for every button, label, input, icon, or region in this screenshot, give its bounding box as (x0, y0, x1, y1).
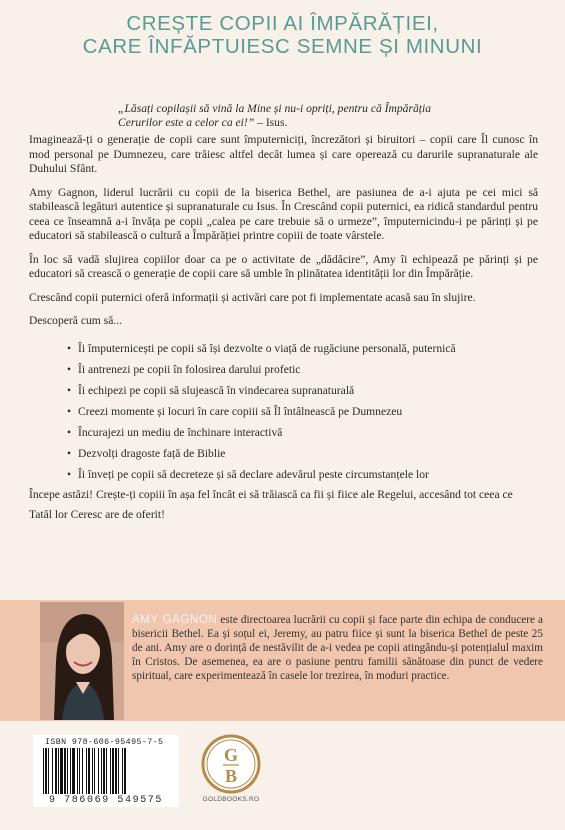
list-item: • Îi antrenezi pe copii în folosirea darului profetic (29, 359, 538, 380)
publisher-website: GOLDBOOKS.RO (202, 796, 260, 803)
isbn-label: ISBN 978-606-95495-7-5 (45, 738, 164, 747)
paragraph-3: În loc să vadă slujirea copiilor doar ca pe o activitate de „dădăcire”, Amy îi echipează pe părinți și pe educatori să crească o generație de copii care să umble în plinătatea identității lor din Împărăție. (29, 252, 538, 280)
publisher-logo-icon (201, 734, 261, 794)
svg-text:B: B (224, 766, 238, 786)
author-bio-text: este directoarea lucrării cu copii și face parte din echipa de conducere a bisericii Bethel. Ea și soțul ei, Jeremy, au patru fiice și sunt la biserica Bethel de peste 25 de ani. Amy are o dorință de nestăvilit de a-i vedea pe copii atingându-și potențialul maxim în Cristos. De asemenea, ea are o pasiune pentru familii sănătoase din punct de vedere spiritual, care experimentează în casele lor trezirea, în moduri practice. (132, 614, 543, 682)
list-item: • Încurajezi un mediu de închinare interactivă (29, 422, 538, 443)
quote-text: „Lăsați copilașii să vină la Mine și nu-i opriți, pentru că Împărăția Cerurilor este a celor ca ei!” (118, 102, 432, 129)
barcode-bars-icon (41, 748, 171, 794)
list-item: • Dezvolți dragoste față de Biblie (29, 443, 538, 464)
author-name: AMY GAGNON (132, 614, 218, 626)
svg-text:G: G (223, 745, 239, 765)
list-item: • Îi echipezi pe copii să slujească în vindecarea supranaturală (29, 380, 538, 401)
title-line-1: CREȘTE COPII AI ÎMPĂRĂȚIEI, (126, 12, 439, 35)
paragraph-2: Amy Gagnon, liderul lucrării cu copii de la biserica Bethel, are pasiunea de a-i ajuta pe cei mici să stabilească legături autentice și supranaturale cu Isus. În Crescând copii puternici, ea ridică standardul pentru ceea ce înseamnă a-i învăța pe copii „calea pe care trebuie să o urmeze”, împuternicindu-i pe părinți și pe educatori să stabilească o cultură a Împărăției printre copiii de toate vârstele. (29, 185, 538, 242)
closing-call-to-action: Începe astăzi! Crește-ți copiii în așa fel încât ei să trăiască ca fii și fiice ale Regelui, accesând tot ceea ce Tatăl lor Ceresc are de oferit! (29, 487, 513, 521)
book-title (0, 12, 565, 58)
barcode-number: 9 786069 549575 (48, 795, 163, 806)
list-item: • Creezi momente și locuri în care copiii să Îl întâlnească pe Dumnezeu (29, 401, 538, 422)
paragraph-1: Imaginează-ți o generație de copii care sunt împuterniciți, încrezători și biruitori – copii care Îl cunosc în mod personal pe Dumnezeu, care trăiesc altfel decât lumea și care operează cu darurile supranaturale ale Duhului Sfânt. (29, 133, 538, 175)
back-cover-description (29, 133, 538, 534)
author-photo (40, 602, 124, 720)
epigraph-quote (118, 102, 448, 130)
list-intro: Descoperă cum să... (29, 314, 123, 327)
author-bio (132, 613, 543, 683)
benefits-list (29, 338, 538, 485)
paragraph-4: Crescând copii puternici oferă informații și activări care pot fi implementate acasă sau în slujire. (29, 290, 476, 304)
barcode (33, 735, 179, 807)
list-item: • Îi înveți pe copii să decreteze și să declare adevărul peste circumstanțele lor (29, 464, 538, 485)
quote-author: – Isus. (254, 116, 288, 129)
list-item: • Îi împuternicești pe copii să își dezvolte o viață de rugăciune personală, puternică (29, 338, 538, 359)
title-line-2: CARE ÎNFĂPTUIESC SEMNE ȘI MINUNI (82, 35, 483, 58)
